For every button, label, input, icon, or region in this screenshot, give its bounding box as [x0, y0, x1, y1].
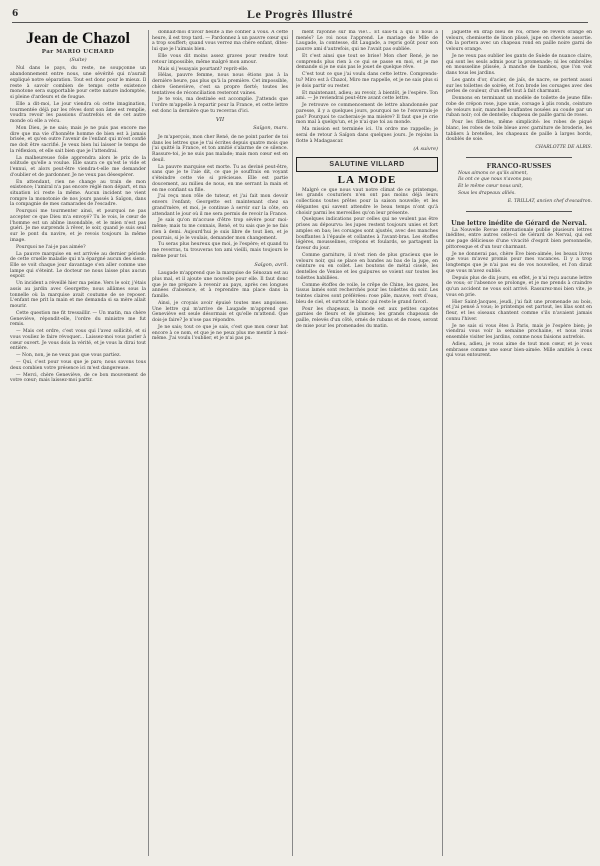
paragraph: Pour les fillettes, même simplicité: les robes de piqué blanc, les robes de toile bleue avec garniture de broderie, les tabliers à bretelles, les chapeaux de paille à larges bords, doublés de soie.	[446, 120, 592, 143]
paragraph: Mais si j'essayais pourtant? reprit-elle.	[158, 66, 249, 72]
paragraph: — Merci, chère Geneviève, de ce bon mouvement de votre cœur; mais laissez-moi partir.	[10, 372, 146, 384]
divider	[466, 211, 572, 212]
paragraph: Je ne sais si vous êtes à Paris, mais je l'espère bien; je viendrai vous voir la semaine prochaine, et nous irons ensemble visiter les jardins, comme nous faisions autrefois.	[446, 323, 592, 340]
paragraph: Hier Saint-Jacques, jeudi, j'ai fait une promenade au bois, et j'ai pensé à vous; le printemps est partout, les lilas sont en fleur, et les oiseaux chantent comme s'ils n'avaient jamais connu l'hiver.	[446, 299, 592, 322]
paragraph: Laugade m'apprend que la marquise de Sénozan est au plus mal, et il ajoute une nouvelle pour elle. Il faut donc que je me prépare à revenir au pays, après ces longues années d'absence, et à reprendre ma place dans la famille.	[152, 271, 288, 300]
column-rule	[442, 30, 443, 856]
paragraph: — Non, non, je ne veux pas que vous partiez.	[16, 353, 121, 359]
paragraph: Ils ont ce que nous n'avons pas;	[458, 177, 533, 183]
paragraph: Un incident a réveillé hier ma peine. Vers le soir, j'étais assis au jardin avec Georgette; nous allâmes sous la tonnelle où la marquise avait coutume de se reposer. L'enfant me prit la main et me demanda si sa mère allait mourir.	[10, 281, 146, 310]
paragraph: Je ne veux pas oublier les gants de Suède de nuance claire, qui sont les seuls admis pour la promenade; ni les ombrelles en mousseline plissée, à manche de bambou, que l'on voit dans tous les jardins.	[446, 54, 592, 77]
section-mark: VII	[215, 116, 225, 123]
column-3	[296, 30, 438, 856]
paragraph: Ainsi, je croyais avoir épuisé toutes mes angoisses. Une lettre qui m'arrive de Laugade m'apprend que Geneviève est seule désormais et qu'elle m'attend. Que dois-je faire? Je n'ose pas répondre.	[152, 300, 288, 324]
paragraph: Mon Dieu, je ne sais; mais je ne puis pas encore me dire que ma vie d'honnête homme de bien est à jamais brisée, et qu'en outre l'avenir de l'enfant qui m'est confié me doit être sacrifié. Je veux bien lui laisser le temps de la réflexion, et elle sait bien que je l'attendrai.	[10, 125, 146, 154]
serial-col2-c	[152, 271, 288, 342]
paragraph: Elle a dit-moi, Le jour viendra où cette imagination, tourmentée déjà par les rêves dont son âme est remplie, voudra revoir les passions d'autrefois et de cet autre monde où elle a vécu.	[10, 101, 146, 124]
serial-col3-text	[296, 30, 438, 102]
serial-col1-text	[10, 66, 146, 384]
paragraph: Les gants d'or, d'acier, de jaïs, de nacre, se portent aussi sur les toilettes de soirée, et l'on brode les corsages avec des perles de couleur, d'un effet tout à fait charmant.	[446, 78, 592, 95]
paragraph: Pourquoi me tourmenter ainsi, et pourquoi ne pas accepter ce que Dieu m'a envoyé? Tu le vois, le cœur de l'homme est un abîme insondable, et le mien n'est pas guéri. Je me surprends à rêver, le soir, quand je suis seul sur le pont du navire, et je revois toujours la même image.	[10, 209, 146, 243]
paragraph: Je ne donnerai pas, chère Ève bien-aimée, les beaux livres que vous m'avez promis pour mes vacances. Il y a trop longtemps que je n'ai pas eu de vos nouvelles, et l'on dirait que vous m'avez oublié.	[446, 251, 592, 274]
paragraph: Pour les chapeaux, la mode est aux petites capotes garnies de fleurs et de plumes; les grands chapeaux de paille, relevés d'un côté, ornés de rubans et de roses, seront de mise pour les promenades du matin.	[296, 306, 438, 329]
serial-author: Par MARIO UCHARD	[41, 49, 115, 55]
paragraph: La pauvre marquise en est arrivée au dernier période de cette cruelle maladie qui n'a épargné aucun des siens. Elle se voit chaque jour davantage s'en aller comme une lampe qui s'éteint. Le docteur ne nous laisse plus aucun espoir.	[10, 251, 146, 280]
paragraph: — Mais cet ordre, c'est vous qui l'avez sollicité, et si vous vouliez le faire révoquer... Laissez-moi vous parler à cœur ouvert. Je vous dois la vérité, et je vous la dirai tout entière.	[10, 329, 146, 352]
mode-col3-text	[296, 188, 438, 330]
page-header	[12, 6, 588, 23]
paragraph: La Nouvelle Revue internationale publie plusieurs lettres inédites, entre autres celle-ci de Gérard de Nerval, qui est une page délicieuse d'une vivacité d'esprit bien personnelle, pittoresque et d'un tour charmant.	[446, 227, 592, 250]
paragraph: C'est tout ce que j'ai voulu dans cette lettre. Comprends-tu? Miro est à Chazol, Miro me rappelle, et je ne sais plus si je dois partir ou rester.	[296, 72, 438, 89]
paragraph: Je sais qu'on m'accuse d'être trop sévère pour moi-même; mais tu me connais, René, et tu sais que je ne fais rien à demi. Aujourd'hui je suis libre de tout lien, et je pourrais, si je le voulais, demander mon changement.	[152, 218, 288, 241]
column-rule	[148, 30, 149, 856]
paragraph: Sous les drapeaux alliés.	[458, 191, 516, 197]
paragraph: jaquette en drap bleu de roi, ornée de revers orange en velours, chemisette de linon plissé, jupe en cheviote assortie. On la portera avec un chapeau rond en paille noire garni de velours orange.	[446, 30, 592, 53]
paragraph: — Qui, c'est pour vous que je pars; nous savons tous deux combien votre présence ici m'est dangereuse.	[10, 360, 146, 371]
dateline-2: Saïgon, avril.	[254, 261, 288, 268]
mode-title: LA MODE	[337, 174, 397, 186]
paragraph: J'ai reçu mon rôle de tuteur, et j'ai fait mon devoir envers l'enfant; Georgette est maintenant chez sa grand'mère, et moi, je continue à servir sur la côte, en attendant le jour où il me sera permis de revoir la France.	[152, 194, 288, 217]
paragraph: Et maintenant, adieu; au revoir, à bientôt, je l'espère. Ton ami. — Je reviendrai peut-être avant cette lettre.	[296, 90, 438, 102]
paragraph: Depuis plus de dix jours, en effet, je n'ai reçu aucune lettre de vous; or l'absence se prolonge, et je me prends à craindre qu'un accident ne vous soit arrivé. Rassurez-moi bien vite, je vous en prie.	[446, 275, 592, 298]
verse-title: FRANCO-RUSSES	[486, 161, 552, 170]
mode-col4-text	[446, 30, 592, 143]
serial-suite: (Suite)	[69, 56, 87, 63]
column-rule	[292, 30, 293, 856]
a-suivre: (A suivre)	[413, 146, 438, 153]
paragraph: Pourquoi ne l'ai-je pas aimée?	[16, 244, 86, 250]
letter-text	[446, 228, 592, 359]
paragraph: Et c'est ainsi que tout se brise! Mon cher René, je ne comprends plus rien à ce qui se passe en moi, et je me demande si je ne suis pas le jouet de quelque rêve.	[296, 54, 438, 71]
serial-col2-b	[152, 135, 288, 260]
masthead: Le Progrès Illustré	[247, 6, 353, 21]
mode-signature: CHARLOTTE DE ALBIS.	[535, 145, 592, 151]
paragraph: Elle vous dit moins assez graves pour rendre tout retour impossible, même malgré mon amour.	[152, 54, 288, 65]
paragraph: Hélas, pauvre femme, nous nous étions pas à la dernière heure, pas plus qu'à la première. Cet impossible, chère Geneviève, c'est sa propre fierté; toutes les tentatives de réconciliation resteront vaines.	[152, 73, 288, 96]
paragraph: Nul dans le pays, du reste, ne soupçonne un abandonnement entre nous, une sévérité qui n'aurait expliqué notre séparation. Tout est donc pour le mieux. Il reste à savoir combien de temps cette existence monotone sera supportable pour cette nature indomptée, si pleine d'ardeurs et de fougue.	[10, 66, 146, 100]
paragraph: Adieu, adieu, je vous aime de tout mon cœur, et je vous embrasse comme une sœur bien-aimée. Mille amitiés à ceux qui vous entourent.	[446, 341, 592, 359]
paragraph: Je m'aperçois, mon cher René, de ne point parler de toi dans les lettres que je t'ai écrites depuis quatre mois que j'ai quitté la France, et ton amitié s'alarme de ce silence. Rassure-toi, je ne suis pas malade; mais mon cœur est en deuil.	[152, 135, 288, 163]
paragraph: En attendant, rien ne change au train de mon existence; l'amiral n'a pas encore réglé mon départ, et ma situation ici reste la même. Aucun incident ne vient rompre la monotonie de nos jours passés à Saïgon, dans la compagnie de mes camarades de l'escadre.	[10, 179, 146, 208]
paragraph: Je ne sais; tout ce que je sais, c'est que mon cœur bat encore à ce nom, et que je ne peux plus me mentir à moi-même. J'ai voulu l'oublier, et je n'ai pas pu.	[152, 324, 288, 342]
letter-title: Une lettre inédite de Gérard de Nerval.	[451, 219, 587, 227]
page-number: 6	[12, 9, 19, 19]
paragraph: Cette question me fit tressaillir. — Un matin, ma chère Geneviève, répondit-elle, l'ordre du ministre me fut remis.	[10, 310, 146, 328]
serial-title: Jean de Chazol	[26, 30, 130, 47]
serial-col3-end: Je retrouve ce commencement de lettre abandonnée par paresse, il y a quelques jours, pourquoi ne te l'enverrais-je pas? Pourquoi te cacherais-je ma misère? Il faut que je crie mon mal à quelqu'un, et je n'ai que toi au monde.	[296, 103, 438, 126]
advert-text: SALUTINE VILLARD	[329, 160, 405, 168]
column-1	[10, 30, 146, 856]
paragraph: donnait-moi d'avoir hésité à me confier à vous. A cette heure, il est trop tard. — Pardonnez à un pauvre cœur qui a trop souffert; quand vous verrez ma chère enfant, dites-lui que je l'aimais bien.	[152, 30, 288, 53]
column-2	[152, 30, 288, 856]
paragraph: Comme étoffes de voile, le crêpe de Chine, les gazes, les tissus lamés sont recherchés pour les toilettes du soir. Les teintes claires sont préférées: rose pâle, mauve, vert d'eau, bleu de ciel, et surtout le blanc qui reste le grand favori.	[296, 282, 438, 305]
paragraph: Nous aimons ce qu'ils aiment,	[458, 170, 528, 176]
verse-lines	[446, 171, 592, 197]
advert-banner	[296, 157, 438, 172]
paragraph: Et le même cœur nous unit,	[458, 184, 523, 190]
paragraph: Quelques indications pour celles qui ne veulent pas être prises au dépourvu: les jupes restent toujours unies et fort amples en bas; les corsages sont ajustés, avec des manches bouffantes à l'épaule et collantes à l'avant-bras. Les étoffes légères, mousselines, crépons et foulards, se partagent la faveur du jour.	[296, 217, 438, 251]
serial-col2-a	[152, 30, 288, 115]
paragraph: Je te vois, ma destinée est accomplie. J'attends que l'ordre m'appelle à repartir pour la France, et cette lettre est donc la dernière que tu recevras d'ici.	[152, 97, 288, 114]
dateline-1: Saïgon, mars.	[253, 125, 288, 132]
paragraph: Donnons en terminant un modèle de toilette de jeune fille: robe de crépon rose, jupe unie, corsage à plis ronds, ceinture de velours noir, manches bouffantes nouées au coude par un ruban noir; col de dentelle; chapeau de paille garni de roses.	[446, 96, 592, 119]
column-4	[446, 30, 592, 856]
serial-col3-end2: Ma mission est terminée ici. Un ordre me rappelle; je serai de retour à Saïgon dans quelques jours. Je rejoins la flotte à Madagascar.	[296, 127, 438, 144]
paragraph: La pauvre marquise est morte. Tu as deviné peut-être, sans que je te l'aie dit, ce que je souffrais en voyant s'éteindre cette vie si précieuse. Elle est partie doucement, au milieu de nous, en me serrant la main et en me confiant sa fille.	[152, 164, 288, 193]
verse-signature: E. TRILLAT, ancien chef d'escadron.	[507, 198, 592, 204]
paragraph: Malgré ce que nous vaut notre climat de ce printemps, les grands couturiers n'en ont pas moins déjà leurs collections toutes prêtes pour la saison nouvelle; et les élégantes qui savent attendre le beau temps n'ont qu'à choisir parmi les merveilles qu'on leur présente.	[296, 187, 438, 216]
paragraph: Tu seras plus heureux que moi, je l'espère; et quand tu me reverras, tu trouveras ton ami vieilli, mais toujours le même pour toi.	[152, 242, 288, 259]
paragraph: ment rayonné sur ma vie!... Et sais-tu à qui il nous a menés? Le roi nous l'apprend. Le mariage de Mlle de Laugade, la comtesse, dit Laugade, a repris goût pour son pauvre ami d'autrefois, qui ne l'avait pas oubliée.	[296, 30, 438, 53]
paragraph: Comme garniture, il n'est rien de plus gracieux que le velours noir, qui se place en bandes au bas de la jupe, en ceinture ou en collet. Les boutons de métal ciselé, les dentelles de Venise et les guipures se voient sur toutes les toilettes habillées.	[296, 252, 438, 281]
paragraph: La malheureuse folie apprendra alors le prix de la solitude qu'elle a voulue. Elle saura ce qu'est le vide et l'ennui, et alors peut-être viendra-t-elle me demander d'oublier et de pardonner. Je ne veux pas désespérer.	[10, 155, 146, 178]
divider	[466, 157, 572, 158]
